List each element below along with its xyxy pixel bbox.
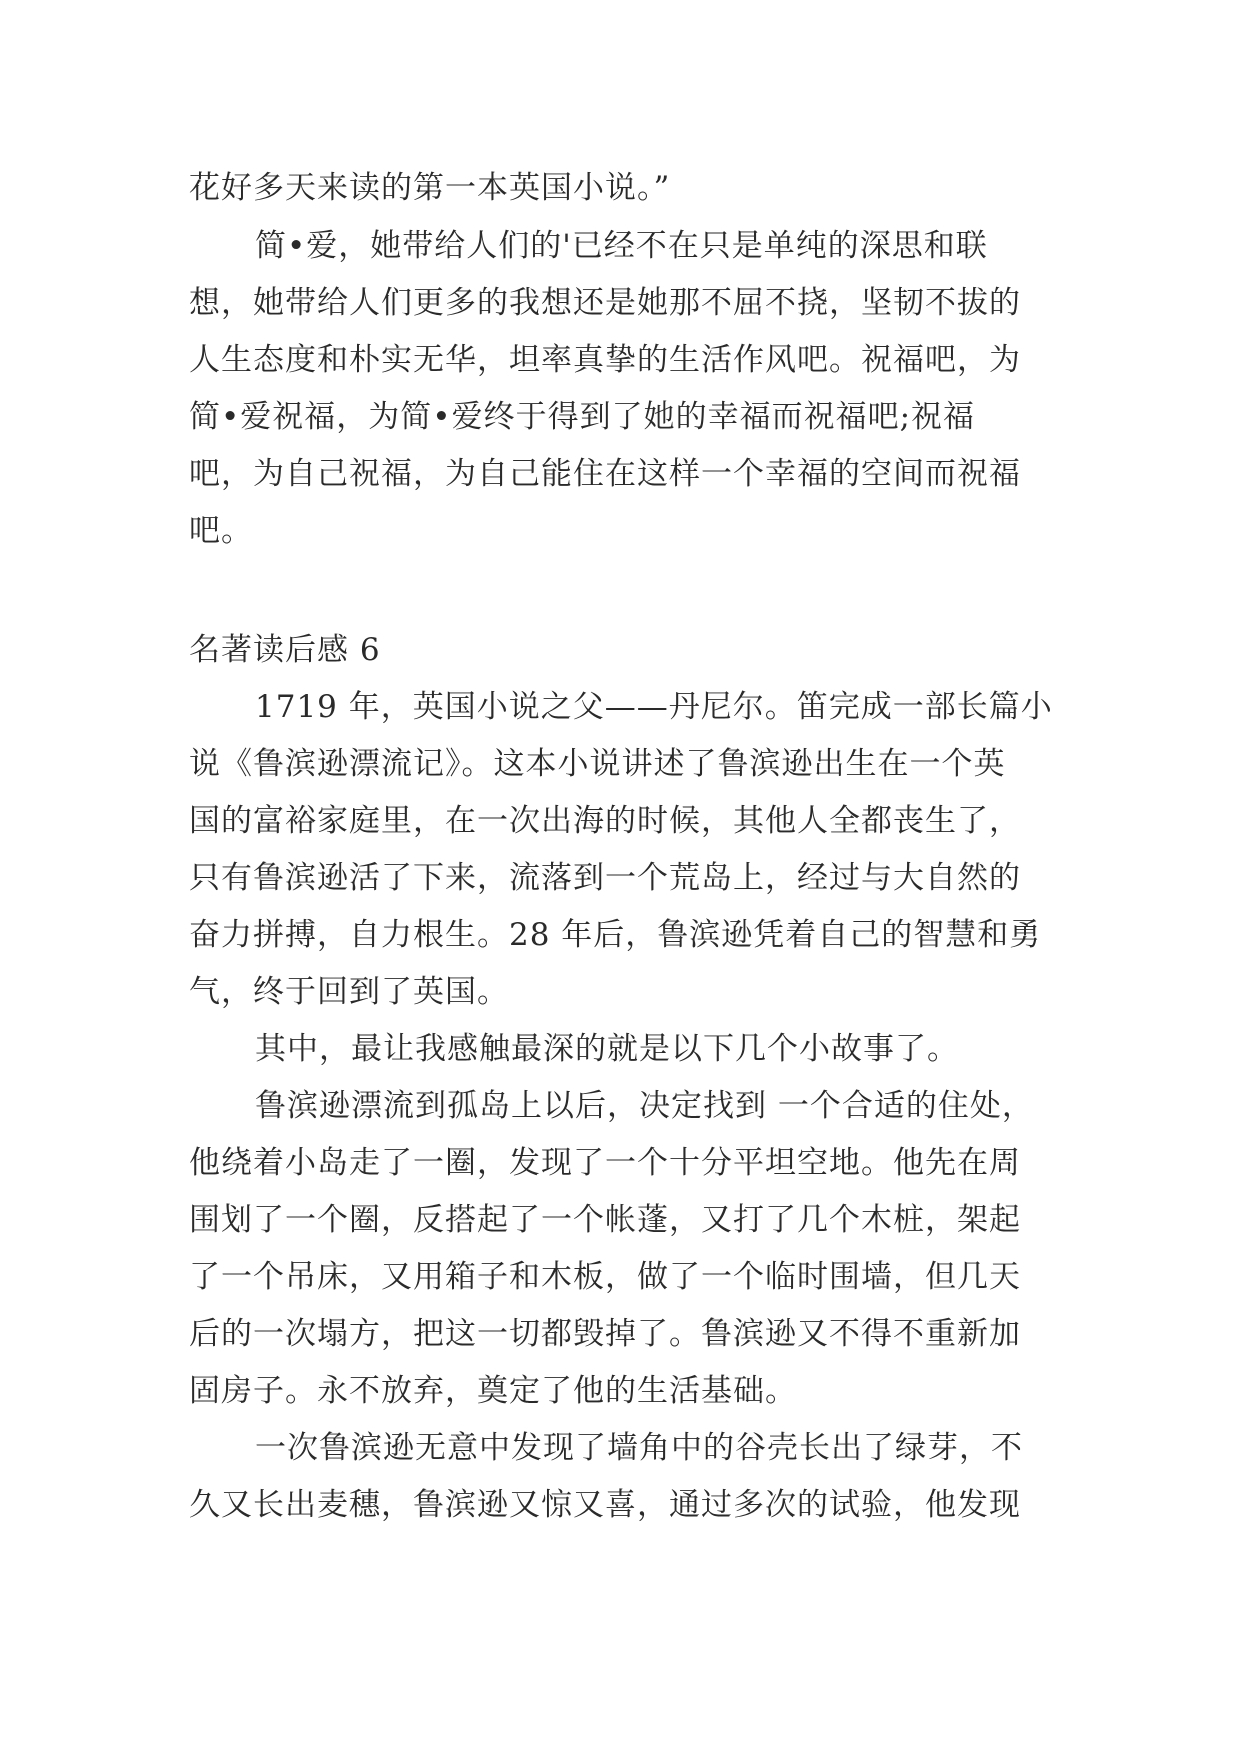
paragraph-line: 人生态度和朴实无华，坦率真挚的生活作风吧。祝福吧，为 [189, 342, 1021, 378]
paragraph-line: 久又长出麦穗，鲁滨逊又惊又喜，通过多次的试验，他发现 [189, 1487, 1021, 1523]
paragraph-line: 简•爱祝福，为简•爱终于得到了她的幸福而祝福吧;祝福 [189, 399, 976, 435]
paragraph-line: 吧。 [189, 513, 253, 549]
paragraph-line: 他绕着小岛走了一圈，发现了一个十分平坦空地。他先在周 [189, 1145, 1021, 1181]
paragraph-line: 国的富裕家庭里，在一次出海的时候，其他人全都丧生了， [189, 803, 1021, 839]
paragraph-line: 说《鲁滨逊漂流记》。这本小说讲述了鲁滨逊出生在一个英 [189, 746, 1006, 782]
paragraph-line: 固房子。永不放弃，奠定了他的生活基础。 [189, 1373, 797, 1409]
paragraph-line: 1719 年，英国小说之父——丹尼尔。笛完成一部长篇小 [255, 689, 1053, 725]
section-heading: 名著读后感 6 [189, 632, 381, 668]
paragraph-line: 围划了一个圈，反搭起了一个帐蓬，又打了几个木桩，架起 [189, 1202, 1021, 1238]
paragraph-line: 其中，最让我感触最深的就是以下几个小故事了。 [255, 1031, 959, 1067]
paragraph-line: 想，她带给人们更多的我想还是她那不屈不挠，坚韧不拔的 [189, 285, 1021, 321]
paragraph-line: 吧，为自己祝福，为自己能住在这样一个幸福的空间而祝福 [189, 456, 1021, 492]
paragraph-line: 气，终于回到了英国。 [189, 974, 509, 1010]
paragraph-line: 后的一次塌方，把这一切都毁掉了。鲁滨逊又不得不重新加 [189, 1316, 1021, 1352]
paragraph-line: 简•爱，她带给人们的'已经不在只是单纯的深思和联 [255, 228, 988, 264]
paragraph-line: 了一个吊床，又用箱子和木板，做了一个临时围墙，但几天 [189, 1259, 1021, 1295]
paragraph-line: 只有鲁滨逊活了下来，流落到一个荒岛上，经过与大自然的 [189, 860, 1021, 896]
paragraph-line: 鲁滨逊漂流到孤岛上以后，决定找到 一个合适的住处， [255, 1088, 1034, 1124]
paragraph-line: 一次鲁滨逊无意中发现了墙角中的谷壳长出了绿芽，不 [255, 1430, 1023, 1466]
paragraph-line: 花好多天来读的第一本英国小说。” [189, 170, 671, 206]
paragraph-line: 奋力拼搏，自力根生。28 年后，鲁滨逊凭着自己的智慧和勇 [189, 917, 1042, 953]
